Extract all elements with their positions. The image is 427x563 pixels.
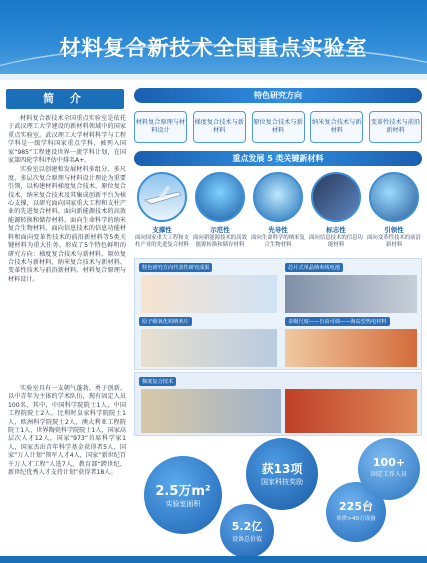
results-figure-left-2 [141,329,277,367]
energy-image [195,172,245,222]
results-figure-bottom-2 [285,389,417,433]
results-figure-left [141,275,277,313]
material-desc: 面向变革性技术的前沿新材料 [367,235,421,248]
stat-bubble [144,456,222,534]
material-name: 示范性 [210,226,230,234]
bottom-bar [0,556,427,563]
stat-bubble [246,438,318,510]
stat-value: 获13项 [261,462,303,476]
stat-label: 单价>40万设备 [336,516,376,522]
intro-paragraph-3: 实验室具有一支朝气蓬勃、勇于创新、以中青年为主体的学术队伍，现有固定人员100名，其中，中国科学院院士1人，中国工程院院士2人，比利时皇家科学院院士1人，欧洲科学院院士2人，澳大利亚工程院院士1人，世界陶瓷科学院院士1人，国家高层次人才12人，国家“973”首席科学家1人，国家杰出青年科学基金获得者5人，国家“万人计划”领军人才4人，国家“新世纪百千万人才工程”人选7人，教育部“跨世纪、新世纪优秀人才支持计划”获得者18人。 [8,385,126,477]
stat-value: 100+ [372,456,406,469]
intro-paragraph-1: 材料复合新技术全国重点实验室是依托于武汉理工大学建设的新材料领域中的国家重点实验室。武汉理工大学材料科学与工程学科是一级学科国家重点学科，被列入国家“985”工程建设世界一流学科计划，在国家第四轮学科评估中排名A+。 [8,115,126,165]
stats-area [126,438,427,563]
direction-item: 原位复合技术与新材料 [252,111,305,143]
airplane-image [137,172,187,222]
material-desc: 面向新能源技术的高效能源转换和储存材料 [193,235,247,248]
intro-text-team [8,385,126,477]
intro-text [8,115,126,285]
stat-label: 固定工作人员 [370,471,407,478]
material-name: 支撑性 [152,226,172,234]
results-figure-right [285,275,417,313]
material-name: 标志性 [326,226,346,234]
header-band [0,74,427,80]
results-tag: 特色研究方向代表性研究成果 [139,263,212,272]
results-figure-right-2 [285,329,417,367]
stat-bubble [220,504,274,558]
stat-label: 国家科技奖励 [261,478,303,486]
material-item [308,172,364,249]
direction-item: 材料复合原理与材料设计 [134,111,187,143]
material-name: 先导性 [268,226,288,234]
stat-bubble [358,438,420,500]
stat-value: 2.5万m² [155,484,211,499]
material-item [134,172,190,249]
stat-value: 5.2亿 [231,520,263,533]
material-desc: 面向信息技术的信息功能材料 [309,235,363,248]
page-title: 材料复合新技术全国重点实验室 [59,36,368,60]
material-item [250,172,306,249]
results-tag: 原子级氧化钨纳米片 [139,317,192,326]
results-tag: 梯度复合技术 [139,377,176,386]
intro-heading: 简 介 [6,89,124,109]
stat-value: 225台 [339,500,373,513]
direction-item: 变革性技术与前沿新材料 [369,111,422,143]
stat-label: 实验室面积 [165,500,201,508]
results-panel-2 [134,372,422,436]
intro-paragraph-2: 实验室以创建和发展材料多组分、多尺度、多层次复合原理与材料设计理论为重要引领，以构建材料梯度复合技术、原位复合技术、纳米复合技术及其集成创新平台为核心支撑，以研究面向国家重大工程和支柱产业的先进复合材料、面向新能源技术的高效能源转换和储存材料、面向生命科学的纳米复合生物材料、面向信息技术的信息功能材料和面向变革性技术的前沿新材料等5类关键材料为重大任务。形成了5个特色鲜明的研究方向：梯度复合技术与新材料、原位复合技术与新材料、纳米复合技术与新材料、变革性技术与前沿新材料、材料复合原理与材料设计。 [8,166,126,283]
research-section [134,88,422,249]
directions-list [134,111,422,143]
results-figure-bottom [141,389,281,433]
material-desc: 面向国家重大工程和支柱产业的先进复合材料 [135,235,189,248]
frontier-image [369,172,419,222]
material-item [192,172,248,249]
results-tag: 多级尺度——自由可调——海岛型热电材料 [285,317,390,326]
bio-image [253,172,303,222]
direction-item: 纳米复合技术与新材料 [310,111,363,143]
stat-label: 设备总价值 [231,536,262,543]
material-item [366,172,422,249]
direction-item: 梯度复合技术与新材料 [193,111,246,143]
material-name: 引领性 [384,226,404,234]
chip-image [311,172,361,222]
key-materials-list [134,172,422,249]
results-panel [134,258,422,370]
material-desc: 面向生命科学的纳米复合生物材料 [251,235,305,248]
results-tag: 芯片式单晶纳米线电池 [285,263,343,272]
page-header [0,0,427,80]
key-materials-heading: 重点发展 5 类关键新材料 [134,151,422,166]
directions-heading: 特色研究方向 [134,88,422,103]
